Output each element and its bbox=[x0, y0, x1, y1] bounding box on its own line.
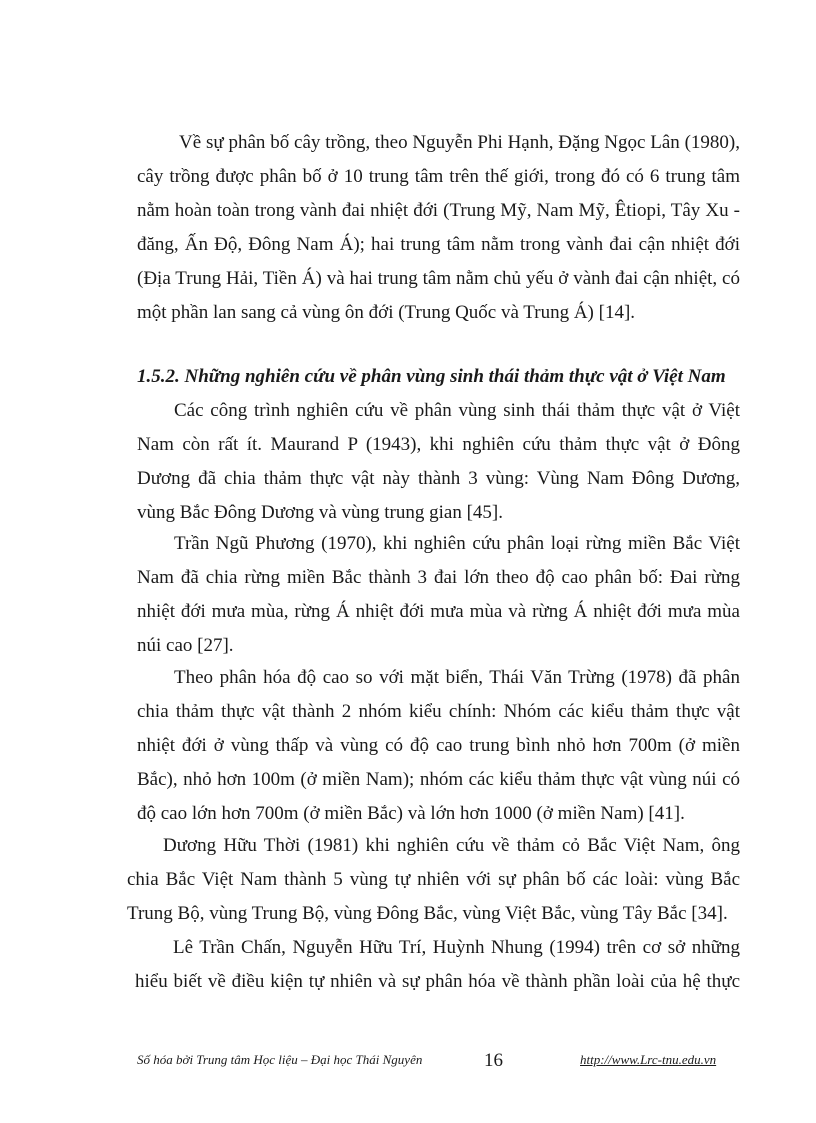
paragraph-crop-distribution: Về sự phân bố cây trồng, theo Nguyễn Phi Hạnh, Đặng Ngọc Lân (1980), cây trồng được phân bố ở 10 trung tâm trên thế giới, trong đó có 6 trung tâm nằm hoàn toàn trong vành đai nhiệt đới (Trung Mỹ, Nam Mỹ, Êtiopi, Tây Xu - đăng, Ấn Độ, Đông Nam Á); hai trung tâm nằm trong vành đai cận nhiệt đới (Địa Trung Hải, Tiền Á) và hai trung tâm nằm chủ yếu ở vành đai cận nhiệt, có một phần lan sang cả vùng ôn đới (Trung Quốc và Trung Á) [14]. bbox=[137, 132, 740, 323]
section-heading: 1.5.2. Những nghiên cứu về phân vùng sinh thái thảm thực vật ở Việt Nam bbox=[137, 366, 726, 387]
paragraph-maurand: Các công trình nghiên cứu về phân vùng sinh thái thảm thực vật ở Việt Nam còn rất ít. Maurand P (1943), khi nghiên cứu thảm thực vật ở Đông Dương đã chia thảm thực vật này thành 3 vùng: Vùng Nam Đông Dương, vùng Bắc Đông Dương và vùng trung gian [45]. bbox=[137, 400, 740, 523]
paragraph-duong-huu-thoi: Dương Hữu Thời (1981) khi nghiên cứu về thảm cỏ Bắc Việt Nam, ông chia Bắc Việt Nam thành 5 vùng tự nhiên với sự phân bố các loài: vùng Bắc Trung Bộ, vùng Trung Bộ, vùng Đông Bắc, vùng Việt Bắc, vùng Tây Bắc [34]. bbox=[127, 835, 740, 924]
paragraph-thai-van-trung: Theo phân hóa độ cao so với mặt biển, Thái Văn Trừng (1978) đã phân chia thảm thực vật thành 2 nhóm kiểu chính: Nhóm các kiểu thảm thực vật nhiệt đới ở vùng thấp và vùng có độ cao trung bình nhỏ hơn 700m (ở miền Bắc), nhỏ hơn 100m (ở miền Nam); nhóm các kiểu thảm thực vật vùng núi có độ cao lớn hơn 700m (ở miền Bắc) và lớn hơn 1000 (ở miền Nam) [41]. bbox=[137, 667, 740, 824]
page-number: 16 bbox=[484, 1050, 503, 1071]
footer-url-link[interactable]: http://www.Lrc-tnu.edu.vn bbox=[580, 1052, 717, 1067]
footer-source: Số hóa bởi Trung tâm Học liệu – Đại học Thái Nguyên bbox=[137, 1052, 423, 1067]
paragraph-tran-ngu-phuong: Trần Ngũ Phương (1970), khi nghiên cứu phân loại rừng miền Bắc Việt Nam đã chia rừng miền Bắc thành 3 đai lớn theo độ cao phân bố: Đai rừng nhiệt đới mưa mùa, rừng Á nhiệt đới mưa mùa và rừng Á nhiệt đới mưa mùa núi cao [27]. bbox=[137, 533, 740, 656]
paragraph-le-tran-chan: Lê Trần Chấn, Nguyễn Hữu Trí, Huỳnh Nhung (1994) trên cơ sở những hiểu biết về điều kiện tự nhiên và sự phân hóa về thành phần loài của hệ thực bbox=[135, 937, 740, 992]
